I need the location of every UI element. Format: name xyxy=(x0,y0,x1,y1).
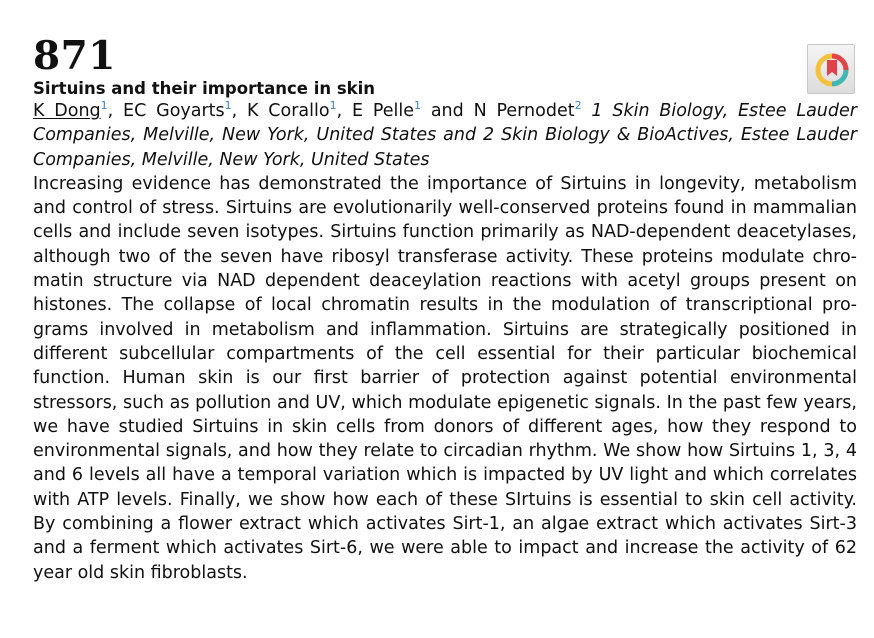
affiliations: 1 Skin Biology, Estee Lauder Companies, Melville, New York, United States and 2 Skin Biology & BioActives, Estee Lauder Companies, Melville, New York, United States xyxy=(33,101,857,170)
abstract-title: Sirtuins and their importance in skin xyxy=(33,79,376,98)
author-list: K Dong$^1$, EC Goyarts$^1$, K Corallo$^1$, E Pelle$^1$ and N Pernodet$^2$ 1 Skin Biology, Estee Lauder Companies, Melville, New York, United States and 2 Skin Biology & BioActives, Estee Lauder Companies, Melville, New York, United States xyxy=(33,99,857,170)
author: K Dong$^1$ xyxy=(33,99,108,121)
abstract-page xyxy=(33,33,857,585)
crossmark-badge[interactable] xyxy=(807,44,855,94)
crossmark-icon xyxy=(814,52,850,88)
abstract-body: Increasing evidence has demonstrated the importance of Sirtuins in longevity, metabolism and control of stress. Sirtuins are evolutionarily well-conserved proteins found in mammalian cells and include seven isotypes. Sirtuins function primarily as NAD-dependent deacetylases, although two of the seven have ribosyl transferase activity. These proteins modulate chromatin structure via NAD dependent deaceylation reactions with acetyl groups present on histones. The collapse of local chromatin results in the modulation of transcriptional programs involved in metabolism and inflammation. Sirtuins are strategically positioned in different subcellular compartments of the cell essential for their particular biochemical function. Human skin is our first barrier of protection against potential environmental stressors, such as pollution and UV, which modulate epigenetic signals. In the past few years, we have studied Sirtuins in skin cells from donors of different ages, how they respond to environmental signals, and how they relate to circadian rhythm. We show how Sirtuins 1, 3, 4 and 6 levels all have a temporal variation which is impacted by UV light and which correlates with ATP levels. Finally, we show how each of these SIrtuins is essential to skin cell activity. By combining a flower extract which activates Sirt-1, an algae extract which activates Sirt-3 and a ferment which activates Sirt-6, we were able to impact and increase the activity of 62 year old skin fibroblasts. xyxy=(33,173,857,583)
author: E Pelle$^1$ xyxy=(351,99,422,121)
abstract-number: 871 xyxy=(33,33,116,79)
author: N Pernodet$^2$ xyxy=(473,99,582,121)
author: EC Goyarts$^1$ xyxy=(123,99,232,121)
author: K Corallo$^1$ xyxy=(247,99,337,121)
